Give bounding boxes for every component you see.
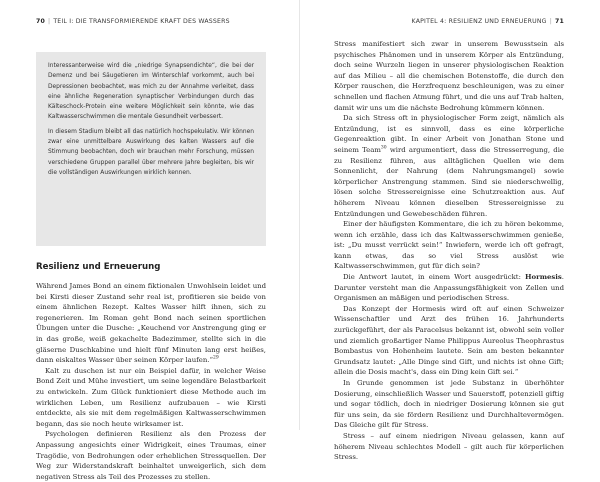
bold-term: Hormesis bbox=[525, 273, 562, 282]
section-heading: Resilienz und Erneuerung bbox=[36, 262, 161, 272]
info-box-paragraph-2: In diesem Stadium bleibt all das natürlich hochspekulativ. Wir können zwar eine unmittelbare Auswirkung des kalten Wassers auf die Stimmung beobachten, doch wir brauchen mehr Forschung, müssen verschiedene Gruppen parallel über mehrere Jahre begleiten, bis wir die vollständigen Auswirkungen wirklich kennen. bbox=[48, 128, 254, 176]
left-running-title: TEIL I: DIE TRANSFORMIERENDE KRAFT DES WASSERS bbox=[53, 18, 230, 25]
right-running-header bbox=[412, 18, 564, 25]
right-paragraph-4-start: Die Antwort lautet, in einem Wort ausgedrückt: bbox=[343, 273, 525, 282]
right-paragraph-4-rest: . Darunter versteht man die Anpassungsfähigkeit von Zellen und Organismen an mäßigen und periodischen Stress. bbox=[334, 273, 564, 303]
left-paragraph-2: Kalt zu duschen ist nur ein Beispiel dafür, in welcher Weise Bond Zeit und Mühe investiert, um seine legendäre Belastbarkeit zu entwickeln. Zum Glück funktioniert diese Methode auch im wirklichen Leben, um Resilienz aufzubauen – wie Kirsti entdeckte, als sie mit dem regelmäßigen Kaltwasserschwimmen begann, das sie noch heute wirksamer ist. bbox=[36, 366, 266, 428]
right-paragraph-4 bbox=[334, 272, 564, 304]
right-paragraph-3: Einer der häufigsten Kommentare, die ich zu hören bekomme, wenn ich erzähle, dass ich das Kaltwasserschwimmen genieße, ist: „Du musst verrückt sein!“ Inwiefern, werde ich oft gefragt, kann etwas, das so viel Stress auslöst wie Kaltwasserschwimmen, gut für dich sein? bbox=[334, 220, 564, 271]
right-page-number: 71 bbox=[554, 18, 564, 25]
footnote-ref: 30 bbox=[380, 145, 387, 151]
right-page bbox=[300, 0, 600, 462]
footnote-ref: 29 bbox=[212, 355, 219, 361]
left-running-header bbox=[36, 18, 230, 25]
info-box-paragraph-1: Interessanterweise wird die „niedrige Synapsendichte“, die bei der Demenz und bei Säugetieren im Winterschlaf vorkommt, auch bei Depressionen beobachtet, was mich zu der Annahme verleitet, dass eine ähnliche Regeneration synaptischer Verbindungen durch das Kälteschock-Protein eine weitere Möglichkeit sein könnte, wie das Kaltwasserschwimmen die mentale Gesundheit verbessert. bbox=[48, 63, 254, 121]
left-page-number: 70 bbox=[36, 18, 46, 25]
right-paragraph-2 bbox=[334, 113, 564, 219]
right-body-text bbox=[334, 39, 564, 463]
right-paragraph-2-rest: wird argumentiert, dass die Stresserregung, die zu Resilienz führen, aus alltäglichen Quellen wie dem Sonnenlicht, der Nahrung (dem Nahrungsmangel) sowie körperlicher Anstrengung stammen. Sind sie niederschwellig, lösen solche Stressereignisse eine Schutzreaktion aus. Auf höherem Niveau können dieselben Stressereignisse zu Entzündungen und Gewebeschäden führen. bbox=[334, 145, 564, 218]
info-box bbox=[36, 52, 266, 246]
right-paragraph-7: Stress – auf einem niedrigen Niveau gelassen, kann auf höherem Niveau schlechtes Modell – gilt auch für körperlichen Stress. bbox=[334, 431, 564, 462]
right-paragraph-2-start: Da sich Stress oft in physiologischer Form zeigt, nämlich als Entzündung, ist es sinnvoll, dass es eine körperliche Gegenreaktion gibt. In einer Arbeit von Jonathan Stone und seinem Team bbox=[334, 114, 564, 154]
left-page bbox=[0, 0, 300, 481]
right-paragraph-1: Stress manifestiert sich zwar in unserem Bewusstsein als psychisches Phänomen und in unserem Körper als Entzündung, doch seine Wurzeln liegen in unserer physiologischen Reaktion auf das Milieu – all die chemischen Botenstoffe, die durch den Körper rauschen, die Herzfrequenz beschleunigen, was zu einer schnellen und flachen Atmung führt, und die uns auf Trab halten, damit wir uns um die nächste Bedrohung kümmern können. bbox=[334, 40, 564, 112]
right-paragraph-5: Das Konzept der Hormesis wird oft auf einen Schweizer Wissenschaftler und Arzt des frühen 16. Jahrhunderts zurückgeführt, der als Paracelsus bekannt ist, obwohl sein voller und ziemlich großartiger Name Philippus Aureolus Theophrastus Bombastus von Hohenheim lautete. Sein am besten bekannter Grundsatz lautet: „Alle Dinge sind Gift, und nichts ist ohne Gift; allein die Dosis macht's, dass ein Ding kein Gift sei.“ bbox=[334, 304, 564, 377]
left-paragraph-1 bbox=[36, 281, 266, 366]
header-separator: | bbox=[48, 18, 51, 25]
right-running-title: KAPITEL 4: RESILIENZ UND ERNEUERUNG bbox=[411, 18, 547, 25]
left-body-text bbox=[36, 281, 266, 482]
right-paragraph-6: In Grunde genommen ist jede Substanz in überhöhter Dosierung, einschließlich Wasser und Sauerstoff, potenziell giftig und sogar tödlich, doch in niedriger Dosierung können sie gut für uns sein, da sie fördern Resilienz und Durchhaltevermögen. Das Gleiche gilt für Stress. bbox=[334, 379, 564, 430]
left-paragraph-1-text: Während James Bond an einem fiktionalen Unwohlsein leidet und bei Kirsti dieser Zustand sehr real ist, profitieren sie beide von einem ähnlichen Rezept. Kaltes Wasser hilft ihnen, sich zu regenerieren. Im Roman geht Bond nach seinen sportlichen Übungen unter die Dusche: „Keuchend vor Anstrengung ging er in das große, weiß gekachelte Badezimmer, stellte sich in die gläserne Duschkabine und hielt fünf Minuten lang erst heißes, dann eiskaltes Wasser über seinen Körper laufen.“ bbox=[36, 282, 266, 365]
header-separator: | bbox=[549, 18, 552, 25]
left-paragraph-3: Psychologen definieren Resilienz als den Prozess der Anpassung angesichts einer Widrigkeit, eines Traumas, einer Tragödie, von Bedrohungen oder erheblichen Stressquellen. Der Weg zur Widerstandskraft beinhaltet unweigerlich, sich dem negativen Stress als Teil des Prozesses zu stellen. bbox=[36, 430, 266, 481]
